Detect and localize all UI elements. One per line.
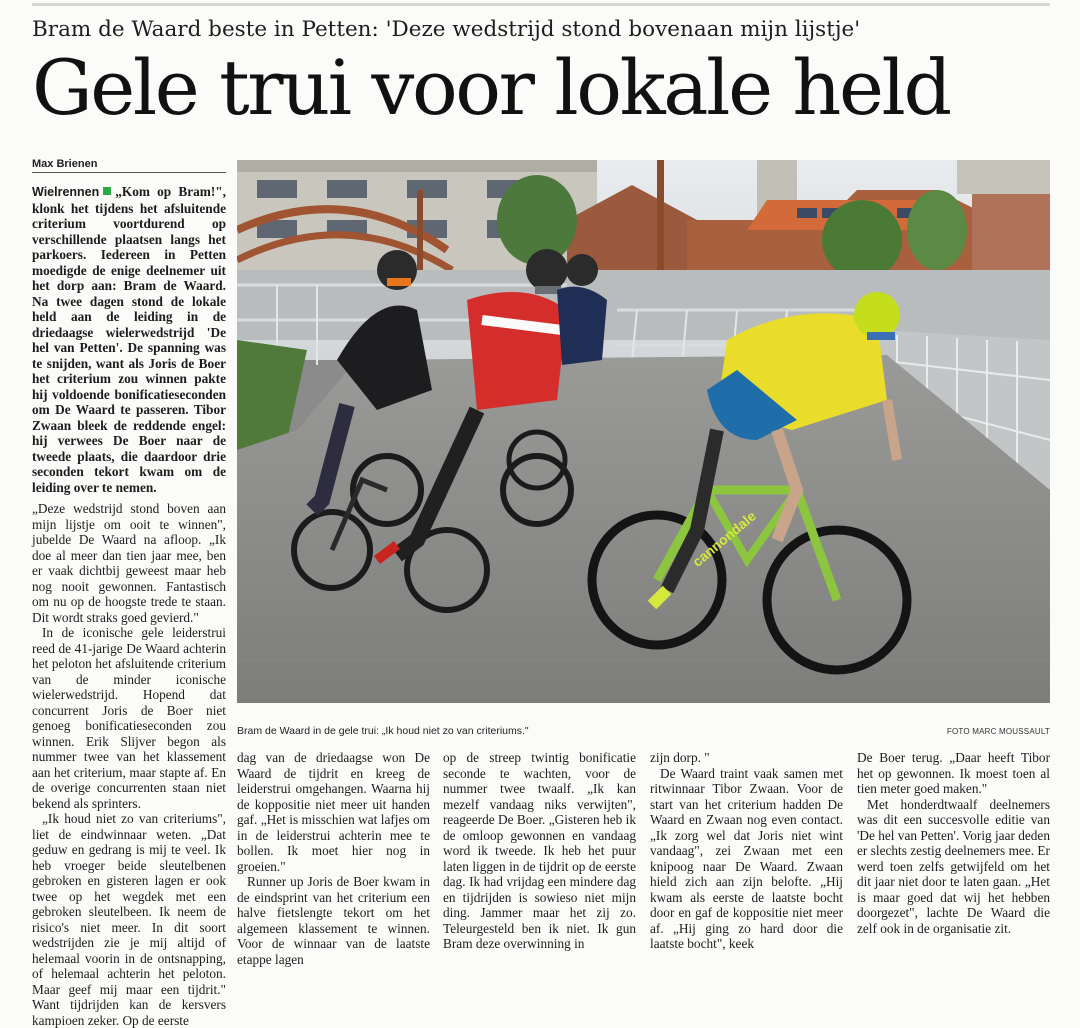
article-column-1 [32, 184, 226, 1028]
bike-brand-label: cannondale [689, 507, 760, 570]
body-paragraph: „Ik houd niet zo van criteriums", liet de eindwinnaar weten. „Dat geduw en gedrang is mij te veel. Ik heb vroeger beide sleutelbenen gebroken en gisteren lagen er ook twee op het wegdek met een gebroken sleutelbeen. Ik neem de risico's niet meer. In dit soort wedstrijden zie je mij altijd of helemaal voorin in de ontsnapping, of helemaal achterin het peloton. Maar geef mij maar een tijdrit." Want tijdrijden kan de kersvers kampioen zeker. Op de eerste [32, 811, 226, 1028]
race-photo-illustration [237, 160, 1050, 703]
section-square-icon [103, 187, 111, 195]
top-rule [32, 3, 1050, 6]
body-paragraph: De Boer terug. „Daar heeft Tibor het op gewonnen. Ik moest toen al tien meter goed maken." [857, 750, 1050, 796]
body-paragraph: op de streep twintig bonificatie seconde te wachten, voor de nummer twee twaalf. „Ik kan mezelf vandaag niks verwijten", reageerde De Boer. „Gisteren heb ik de omloop gewonnen en vandaag word ik tweede. Ik heb het puur laten liggen in de tijdrit op de eerste dag. Ik had vrijdag een mindere dag en tijdrijden is sowieso niet mijn ding. Jammer maar het zij zo. Teleurgesteld ben ik niet. Ik gun Bram deze overwinning in [443, 750, 636, 951]
race-photo [237, 160, 1050, 703]
body-paragraph: De Waard traint vaak samen met ritwinnaar Tibor Zwaan. Voor de start van het criterium hadden De Waard en Zwaan nog even contact. „Ik zorg wel dat Joris niet wint vandaag", zei Zwaan met een knipoog naar De Waard. Zwaan hield zich aan zijn belofte. „Hij kwam als eerste de laatste bocht door en gaf de koppositie niet meer af. „Hij ging zo hard door die laatste bocht", keek [650, 765, 843, 951]
headline: Gele trui voor lokale held [32, 43, 950, 132]
section-label: Wielrennen [32, 185, 100, 199]
article-column-2 [237, 750, 430, 967]
byline: Max Brienen [32, 158, 226, 173]
photo-credit: FOTO MARC MOUSSAULT [946, 727, 1050, 736]
body-paragraph: dag van de driedaagse won De Waard de tijdrit en kreeg de leiderstrui omgehangen. Waarna hij de koppositie niet meer uit handen gaf. „Het is misschien wat lafjes om in de leiderstrui achterin mee te bollen. Ik moet hier nog in groeien." [237, 750, 430, 874]
photo-caption: Bram de Waard in de gele trui: „Ik houd niet zo van criteriums." [237, 725, 529, 737]
body-paragraph: Runner up Joris de Boer kwam in de eindsprint van het criterium een halve fietslengte tekort om het algemeen klassement te winnen. Voor de winnaar van de laatste etappe lagen [237, 874, 430, 967]
lede-text: „Kom op Bram!", klonk het tijdens het afsluitende criterium voortdurend op verschillende plaatsen langs het parkoers. Iedereen in Petten moedigde de enige deelnemer uit het dorp aan: Bram de Waard. Na twee dagen stond de lokale held aan de leiding in de driedaagse wielerwedstrijd 'De hel van Petten'. De spanning was te snijden, want als Joris de Boer het criterium zou winnen pakte hij voldoende bonificatieseconden om De Waard te passeren. Tibor Zwaan bleek de reddende engel: hij verwees De Boer naar de tweede plaats, die daardoor drie seconden tekort kwam om de leiding over te nemen. [32, 184, 226, 495]
body-paragraph: zijn dorp. " [650, 750, 710, 765]
article-column-3 [443, 750, 636, 952]
article-column-5 [857, 750, 1050, 936]
body-paragraph: In de iconische gele leiderstrui reed de 41-jarige De Waard achterin het peloton het afsluitende criterium van de minder iconische wielerwedstrijd. Hopend dat concurrent Joris de Boer niet genoeg bonificatieseconden zou winnen. Erik Slijver begon als nummer twee van het klassement aan het criterium, maar stapte af. En de overige concurrenten staan niet bekend als sprinters. [32, 625, 226, 811]
kicker-subheadline: Bram de Waard beste in Petten: 'Deze wedstrijd stond bovenaan mijn lijstje' [32, 17, 861, 42]
lede-paragraph [32, 184, 226, 495]
body-paragraph: „Deze wedstrijd stond boven aan mijn lijstje om ooit te winnen", jubelde De Waard na afloop. „Ik doe al meer dan tien jaar mee, ben er vaak dichtbij geweest maar heb nog nooit gewonnen. Fantastisch om nu op de hoogste trede te staan. Dit wordt straks goed gevierd." [32, 501, 226, 625]
body-paragraph: Met honderdtwaalf deelnemers was dit een succesvolle editie van 'De hel van Petten'. Vorig jaar deden er slechts zestig deelnemers mee. Er werd toen zelfs getwijfeld om het dit jaar niet door te laten gaan. „Het is maar goed dat wij het hebben doorgezet", lachte De Waard die zelf ook in de organisatie zit. [857, 796, 1050, 936]
article-column-4 [650, 750, 843, 952]
